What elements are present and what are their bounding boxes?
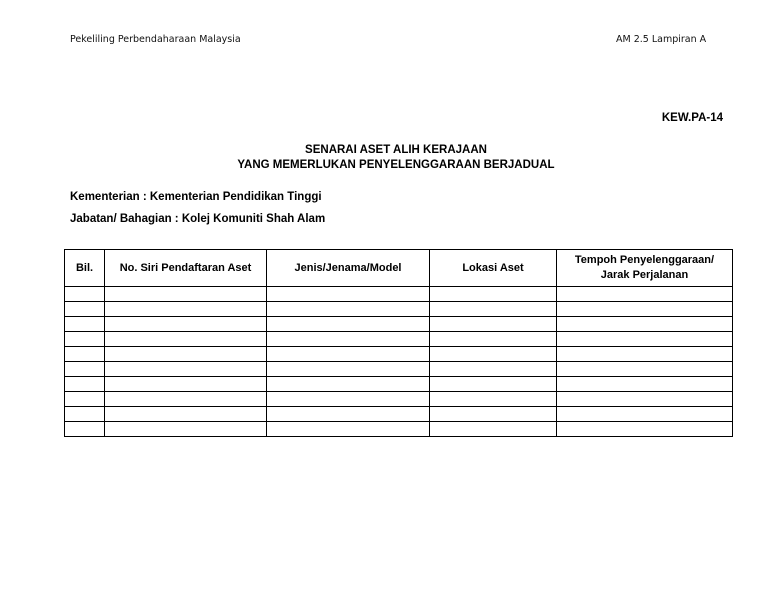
table-header-row [65,250,733,287]
table-row [65,407,733,422]
title-line-1: SENARAI ASET ALIH KERAJAAN [305,144,487,156]
table-row [65,377,733,392]
table-cell[interactable] [430,362,557,377]
column-header-tempoh-line1: Tempoh Penyelenggaraan/ [574,254,715,266]
table-body [65,287,733,437]
column-header-bil: Bil. [65,250,105,287]
table-cell[interactable] [557,302,733,317]
table-cell[interactable] [557,407,733,422]
table-row [65,332,733,347]
table-cell[interactable] [557,287,733,302]
table-row [65,392,733,407]
page-header-left: Pekeliling Perbendaharaan Malaysia [70,34,241,45]
column-header-tempoh-line2: Jarak Perjalanan [600,269,689,281]
page-header-right: AM 2.5 Lampiran A [616,34,707,45]
table-cell[interactable] [65,407,105,422]
table-cell[interactable] [557,317,733,332]
form-code: KEW.PA-14 [661,112,723,124]
table-row [65,362,733,377]
table-cell[interactable] [557,332,733,347]
table-cell[interactable] [105,332,267,347]
table-cell[interactable] [430,287,557,302]
table-cell[interactable] [65,317,105,332]
ministry-field: Kementerian : Kementerian Pendidikan Tinggi [70,191,322,203]
table-row [65,287,733,302]
table-cell[interactable] [65,287,105,302]
table-cell[interactable] [267,422,430,437]
table-cell[interactable] [105,392,267,407]
table-row [65,347,733,362]
asset-table [64,249,733,437]
table-cell[interactable] [65,422,105,437]
table-row [65,422,733,437]
table-cell[interactable] [267,317,430,332]
document-title [64,143,728,173]
table-cell[interactable] [557,347,733,362]
table-cell[interactable] [267,332,430,347]
table-cell[interactable] [267,347,430,362]
table-cell[interactable] [105,347,267,362]
table-cell[interactable] [65,362,105,377]
table-cell[interactable] [557,362,733,377]
table-cell[interactable] [430,407,557,422]
table-cell[interactable] [65,332,105,347]
department-field: Jabatan/ Bahagian : Kolej Komuniti Shah Alam [70,213,326,225]
column-header-lokasi: Lokasi Aset [430,250,557,287]
table-cell[interactable] [430,422,557,437]
table-cell[interactable] [557,392,733,407]
table-cell[interactable] [65,392,105,407]
column-header-jenis: Jenis/Jenama/Model [267,250,430,287]
table-cell[interactable] [430,332,557,347]
table-row [65,302,733,317]
table-cell[interactable] [105,362,267,377]
table-cell[interactable] [430,377,557,392]
table-cell[interactable] [105,302,267,317]
table-cell[interactable] [267,302,430,317]
table-cell[interactable] [65,347,105,362]
table-cell[interactable] [267,407,430,422]
table-cell[interactable] [267,392,430,407]
column-header-tempoh [557,250,733,287]
title-line-2: YANG MEMERLUKAN PENYELENGGARAAN BERJADUAL [237,159,555,171]
table-cell[interactable] [430,317,557,332]
table-cell[interactable] [430,302,557,317]
table-cell[interactable] [65,377,105,392]
table-cell[interactable] [105,287,267,302]
table-cell[interactable] [105,317,267,332]
table-cell[interactable] [430,392,557,407]
table-cell[interactable] [267,377,430,392]
table-cell[interactable] [267,362,430,377]
table-cell[interactable] [430,347,557,362]
table-cell[interactable] [557,422,733,437]
table-cell[interactable] [105,422,267,437]
table-cell[interactable] [105,407,267,422]
table-cell[interactable] [267,287,430,302]
table-cell[interactable] [557,377,733,392]
column-header-no-siri: No. Siri Pendaftaran Aset [105,250,267,287]
table-row [65,317,733,332]
table-cell[interactable] [65,302,105,317]
table-cell[interactable] [105,377,267,392]
